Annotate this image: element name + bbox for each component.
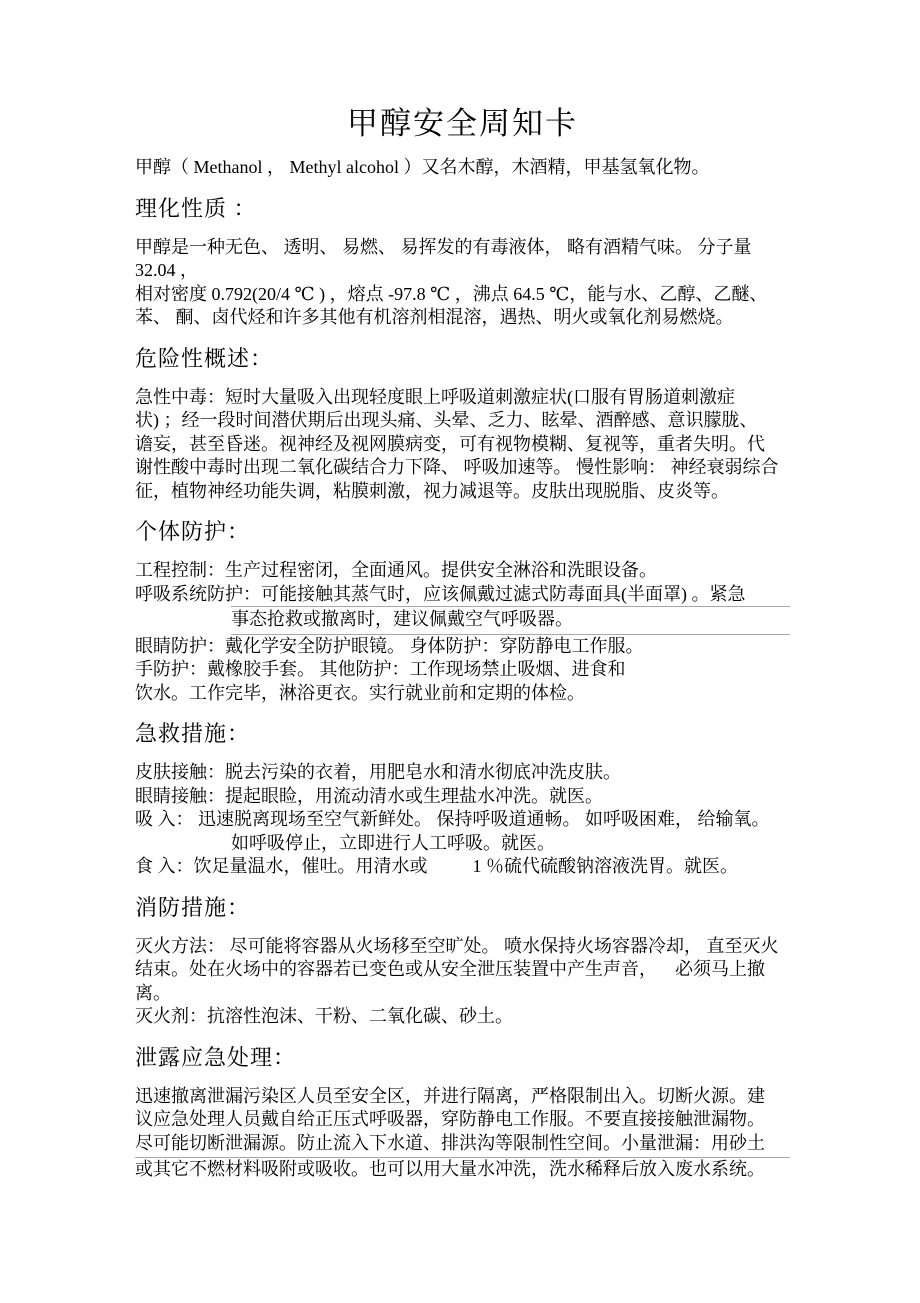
paragraph-line: 32.04 ，	[135, 260, 198, 280]
paragraph-line: 状) ；经一段时间潜伏期后出现头痛、头晕、乏力、眩晕、酒醉感、意识朦胧、	[135, 410, 758, 430]
paragraph-line: 征，植物神经功能失调，粘膜刺激，视力减退等。皮肤出现脱脂、皮炎等。	[135, 480, 729, 501]
paragraph-line: 或其它不燃材料吸附或吸收。也可以用大量水冲洗，洗水稀释后放入废水系统。	[135, 1159, 765, 1179]
paragraph-line: 谢性酸中毒时出现二氧化碳结合力下降、 呼吸加速等。 慢性影响： 神经衰弱综合	[135, 457, 779, 477]
paragraph-line: 结束。处在火场中的容器若已变色或从安全泄压装置中产生声音， 必须马上撤离。	[135, 959, 765, 1003]
paragraph-line: 食 入：饮足量温水，催吐。用清水或 1 ％硫代硫酸钠溶液洗胃。就医。	[135, 856, 738, 876]
paragraph-line: 灭火剂：抗溶性泡沫、干粉、二氧化碳、砂土。	[135, 1006, 513, 1026]
section-body-leak-emergency	[135, 1085, 790, 1182]
section-heading-physical-properties: 理化性质 ：	[135, 195, 257, 221]
section-body-fire-fighting	[135, 935, 790, 1029]
paragraph-line: 工程控制：生产过程密闭，全面通风。提供安全淋浴和洗眼设备。	[135, 560, 657, 580]
paragraph-line: 手防护：戴橡胶手套。 其他防护：工作现场禁止吸烟、进食和	[135, 659, 626, 679]
paragraph-line: 相对密度 0.792(20/4 ℃ ) ，熔点 -97.8 ℃ ，沸点 64.5 ℃，能与水、乙醇、乙醚、	[135, 283, 768, 304]
paragraph-line: 皮肤接触：脱去污染的衣着，用肥皂水和清水彻底冲洗皮肤。	[135, 762, 621, 782]
paragraph-line: 苯、 酮、卤代烃和许多其他有机溶剂相混溶，遇热、明火或氧化剂易燃烧。	[135, 307, 734, 327]
paragraph-line-with-rule: 尽可能切断泄漏源。防止流入下水道、排洪沟等限制性空间。小量泄漏：用砂土	[135, 1132, 790, 1159]
section-heading-leak-emergency: 泄露应急处理：	[135, 1044, 297, 1070]
paragraph-line: 眼睛防护：戴化学安全防护眼镜。 身体防护：穿防静电工作服。	[135, 635, 644, 656]
section-heading-fire-fighting: 消防措施：	[135, 894, 251, 920]
paragraph-line: 眼睛接触：提起眼睑，用流动清水或生理盐水冲洗。就医。	[135, 785, 603, 806]
paragraph-line-indented: 如呼吸停止，立即进行人工呼吸。就医。	[231, 832, 555, 853]
intro-paragraph: 甲醇（ Methanol ， Methyl alcohol ）又名木醇，木酒精，甲基氢氧化物。	[135, 157, 710, 177]
section-heading-personal-protection: 个体防护：	[135, 519, 251, 544]
paragraph-line: 迅速撤离泄漏污染区人员至安全区，并进行隔离，严格限制出入。切断火源。建	[135, 1085, 765, 1106]
section-body-hazard-overview	[135, 386, 790, 504]
section-body-first-aid	[135, 761, 790, 879]
paragraph-line: 急性中毒：短时大量吸入出现轻度眼上呼吸道刺激症状(口服有胃肠道刺激症	[135, 386, 735, 407]
paragraph-line: 饮水。工作完毕，淋浴更衣。实行就业前和定期的体检。	[135, 682, 585, 703]
section-body-personal-protection	[135, 559, 790, 705]
section-body-physical-properties	[135, 236, 790, 330]
section-heading-first-aid: 急救措施：	[135, 721, 251, 746]
doc-title: 甲醇安全周知卡	[347, 106, 578, 141]
paragraph-line-boxed: 事态抢救或撤离时，建议佩戴空气呼吸器。	[231, 606, 790, 635]
paragraph-line: 吸 入： 迅速脱离现场至空气新鲜处。 保持呼吸道通畅。 如呼吸困难， 给输氧。	[135, 809, 770, 829]
paragraph-line: 甲醇是一种无色、 透明、 易燃、 易挥发的有毒液体， 略有酒精气味。 分子量	[135, 236, 752, 257]
section-heading-hazard-overview: 危险性概述：	[135, 345, 274, 371]
paragraph-line: 灭火方法： 尽可能将容器从火场移至空旷处。 喷水保持火场容器冷却， 直至灭火	[135, 935, 779, 956]
paragraph-line: 谵妄，甚至昏迷。视神经及视网膜病变，可有视物模糊、复视等，重者失明。代	[135, 433, 765, 454]
paragraph-line: 议应急处理人员戴自给正压式呼吸器，穿防静电工作服。不要直接接触泄漏物。	[135, 1109, 765, 1129]
paragraph-line: 呼吸系统防护：可能接触其蒸气时，应该佩戴过滤式防毒面具(半面罩) 。紧急	[135, 583, 746, 604]
